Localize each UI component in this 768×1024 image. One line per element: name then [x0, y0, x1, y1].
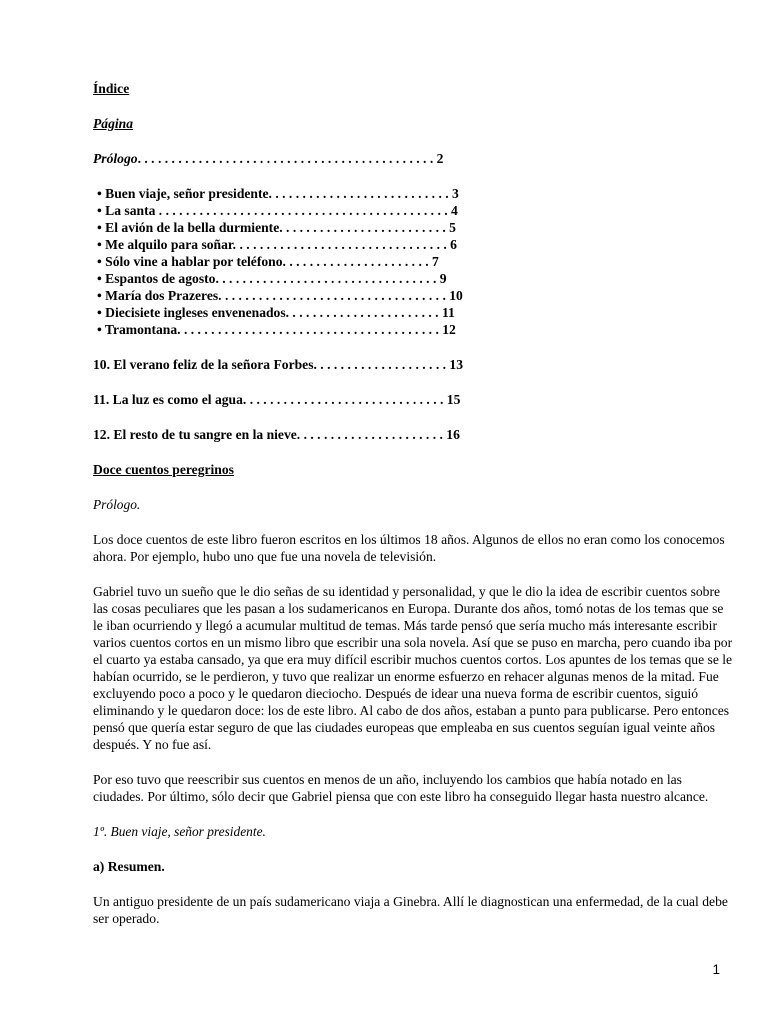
- summary-heading: a) Resumen.: [93, 859, 165, 874]
- toc-list: [93, 185, 733, 338]
- toc-entry: • Diecisiete ingleses envenenados. . . . . . . . . . . . . . . . . . . . . . . 11: [97, 305, 455, 320]
- prologue-heading: Prólogo.: [93, 497, 141, 512]
- toc-numbered-entry: 10. El verano feliz de la señora Forbes. . . . . . . . . . . . . . . . . . . . 13: [93, 357, 464, 372]
- document-body: [93, 80, 733, 927]
- toc-entry: • El avión de la bella durmiente. . . . . . . . . . . . . . . . . . . . . . . . . 5: [97, 220, 456, 235]
- toc-prologue-entry: [93, 150, 733, 167]
- story-heading: 1º. Buen viaje, señor presidente.: [93, 824, 266, 839]
- toc-prologue-page: 2: [436, 151, 444, 166]
- toc-prologue-label: Prólogo: [93, 151, 138, 166]
- page-column-label: Página: [93, 116, 134, 131]
- toc-numbered-entry: 12. El resto de tu sangre en la nieve. . . . . . . . . . . . . . . . . . . . . . 16: [93, 427, 460, 442]
- toc-entry: • Sólo vine a hablar por teléfono. . . . . . . . . . . . . . . . . . . . . . 7: [97, 254, 439, 269]
- page-number: 1: [712, 962, 720, 977]
- toc-entry: • Buen viaje, señor presidente. . . . . . . . . . . . . . . . . . . . . . . . . . . 3: [97, 186, 459, 201]
- summary-paragraph: Un antiguo presidente de un país sudamericano viaja a Ginebra. Allí le diagnostican una enfermedad, de la cual debe ser operado.: [93, 894, 728, 926]
- toc-entry: • Espantos de agosto. . . . . . . . . . . . . . . . . . . . . . . . . . . . . . . . . 9: [97, 271, 447, 286]
- toc-entry: • Me alquilo para soñar. . . . . . . . . . . . . . . . . . . . . . . . . . . . . . . . 6: [97, 237, 457, 252]
- prologue-paragraph: Los doce cuentos de este libro fueron escritos en los últimos 18 años. Algunos de ellos no eran como los conocemos ahora. Por ejemplo, hubo uno que fue una novela de televisión.: [93, 532, 725, 564]
- book-title: Doce cuentos peregrinos: [93, 462, 234, 477]
- prologue-paragraph: Gabriel tuvo un sueño que le dio señas de su identidad y personalidad, y que le dio la idea de escribir cuentos sobre las cosas peculiares que les pasan a los sudamericanos en Europa. Durante dos años, tomó notas de los temas que se le iban ocurriendo y llegó a acumular multitud de temas. Más tarde pensó que sería mucho más interesante escribir varios cuentos cortos en un mismo libro que escribir una sola novela. Así que se puso en marcha, pero cuando iba por el cuarto ya estaba cansado, ya que era muy difícil escribir muchos cuentos cortos. Los apuntes de los temas que se le habían ocurrido, se le perdieron, y tuvo que realizar un enorme esfuerzo en rehacer algunas menos de la mitad. Fue excluyendo poco a poco y le quedaron dieciocho. Después de idear una nueva forma de escribir cuentos, siguió eliminando y le quedaron doce: los de este libro. Al cabo de dos años, estaban a punto para publicarse. Pero entonces pensó que quería estar seguro de que las ciudades europeas que empleaba en sus cuentos seguían igual veinte años después. Y no fue así.: [93, 584, 733, 752]
- index-title: Índice: [93, 81, 130, 96]
- toc-prologue-dots: . . . . . . . . . . . . . . . . . . . . . . . . . . . . . . . . . . . . . . . . . . . .: [137, 151, 437, 166]
- toc-entry: • María dos Prazeres. . . . . . . . . . . . . . . . . . . . . . . . . . . . . . . . . . 10: [97, 288, 463, 303]
- toc-numbered-entry: 11. La luz es como el agua. . . . . . . . . . . . . . . . . . . . . . . . . . . . . . 15: [93, 392, 461, 407]
- toc-entry: • La santa . . . . . . . . . . . . . . . . . . . . . . . . . . . . . . . . . . . . . . . . . . . 4: [97, 203, 458, 218]
- prologue-paragraph: Por eso tuvo que reescribir sus cuentos en menos de un año, incluyendo los cambios que había notado en las ciudades. Por último, sólo decir que Gabriel piensa que con este libro ha conseguido llegar hasta nuestro alcance.: [93, 772, 709, 804]
- toc-entry: • Tramontana. . . . . . . . . . . . . . . . . . . . . . . . . . . . . . . . . . . . . . . 12: [97, 322, 456, 337]
